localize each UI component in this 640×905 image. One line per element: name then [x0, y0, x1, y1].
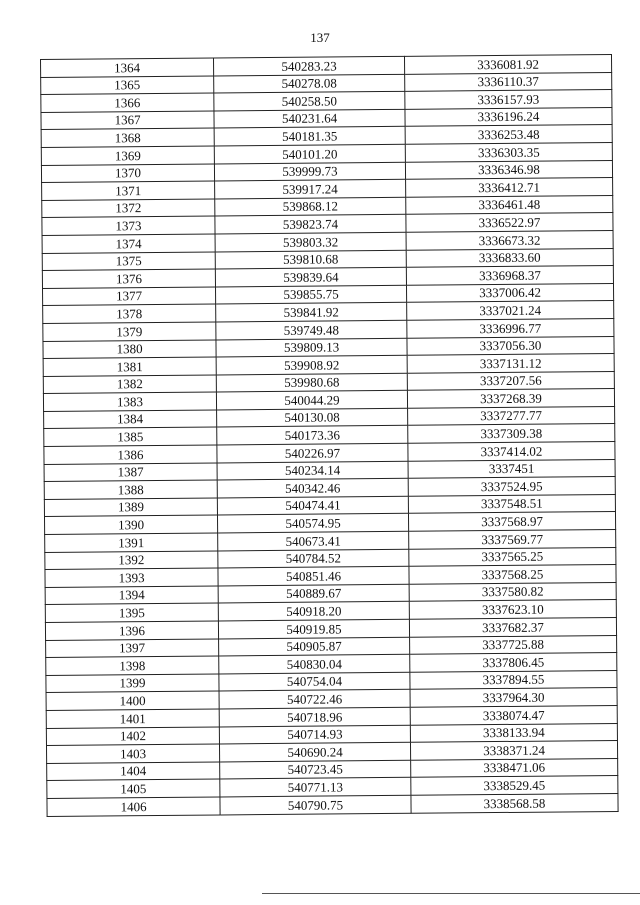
y-coordinate-cell: 3336157.93 [405, 90, 612, 109]
y-coordinate-cell: 3336996.77 [407, 318, 614, 337]
x-coordinate-cell: 539809.13 [216, 338, 407, 357]
point-number-cell: 1381 [43, 357, 216, 376]
y-coordinate-cell: 3337131.12 [407, 354, 614, 373]
y-coordinate-cell: 3337565.25 [409, 547, 616, 566]
y-coordinate-cell: 3338471.06 [411, 758, 618, 777]
point-number-cell: 1394 [45, 586, 218, 605]
x-coordinate-cell: 540283.23 [213, 56, 404, 75]
coordinates-table [40, 54, 619, 816]
x-coordinate-cell: 540790.75 [220, 795, 411, 814]
point-number-cell: 1393 [45, 568, 218, 587]
x-coordinate-cell: 540226.97 [217, 443, 408, 462]
point-number-cell: 1372 [42, 199, 215, 218]
point-number-cell: 1399 [46, 674, 219, 693]
y-coordinate-cell: 3336110.37 [405, 72, 612, 91]
x-coordinate-cell: 540101.20 [214, 144, 405, 163]
point-number-cell: 1388 [44, 480, 217, 499]
y-coordinate-cell: 3336968.37 [406, 266, 613, 285]
point-number-cell: 1405 [47, 779, 220, 798]
y-coordinate-cell: 3337806.45 [410, 653, 617, 672]
x-coordinate-cell: 539823.74 [215, 215, 406, 234]
point-number-cell: 1390 [44, 515, 217, 534]
y-coordinate-cell: 3336253.48 [405, 125, 612, 144]
point-number-cell: 1380 [43, 339, 216, 358]
x-coordinate-cell: 540905.87 [219, 637, 410, 656]
x-coordinate-cell: 540181.35 [214, 127, 405, 146]
point-number-cell: 1384 [44, 410, 217, 429]
point-number-cell: 1387 [44, 463, 217, 482]
y-coordinate-cell: 3336673.32 [406, 230, 613, 249]
point-number-cell: 1370 [41, 164, 214, 183]
y-coordinate-cell: 3336303.35 [405, 142, 612, 161]
x-coordinate-cell: 540723.45 [220, 760, 411, 779]
point-number-cell: 1364 [41, 58, 214, 77]
x-coordinate-cell: 540173.36 [217, 426, 408, 445]
point-number-cell: 1401 [46, 709, 219, 728]
x-coordinate-cell: 540690.24 [219, 742, 410, 761]
x-coordinate-cell: 540673.41 [218, 531, 409, 550]
x-coordinate-cell: 539980.68 [216, 373, 407, 392]
point-number-cell: 1365 [41, 76, 214, 95]
y-coordinate-cell: 3337451 [408, 459, 615, 478]
point-number-cell: 1367 [41, 111, 214, 130]
y-coordinate-cell: 3337568.25 [409, 565, 616, 584]
y-coordinate-cell: 3337569.77 [409, 530, 616, 549]
x-coordinate-cell: 540754.04 [219, 672, 410, 691]
point-number-cell: 1389 [44, 498, 217, 517]
x-coordinate-cell: 540258.50 [214, 92, 405, 111]
x-coordinate-cell: 540851.46 [218, 567, 409, 586]
point-number-cell: 1376 [42, 269, 215, 288]
point-number-cell: 1377 [43, 287, 216, 306]
point-number-cell: 1373 [42, 216, 215, 235]
x-coordinate-cell: 540474.41 [217, 496, 408, 515]
y-coordinate-cell: 3337568.97 [408, 512, 615, 531]
y-coordinate-cell: 3338529.45 [411, 776, 618, 795]
point-number-cell: 1406 [47, 797, 220, 816]
point-number-cell: 1385 [44, 427, 217, 446]
y-coordinate-cell: 3337580.82 [409, 582, 616, 601]
point-number-cell: 1368 [41, 128, 214, 147]
y-coordinate-cell: 3337725.88 [410, 635, 617, 654]
point-number-cell: 1369 [41, 146, 214, 165]
y-coordinate-cell: 3337623.10 [409, 600, 616, 619]
footer-rule [262, 893, 640, 894]
y-coordinate-cell: 3337414.02 [408, 442, 615, 461]
y-coordinate-cell: 3337021.24 [407, 301, 614, 320]
y-coordinate-cell: 3338371.24 [410, 741, 617, 760]
y-coordinate-cell: 3337277.77 [408, 406, 615, 425]
point-number-cell: 1396 [45, 621, 218, 640]
x-coordinate-cell: 539803.32 [215, 232, 406, 251]
page-number: 137 [310, 30, 330, 45]
y-coordinate-cell: 3336346.98 [405, 160, 612, 179]
x-coordinate-cell: 539917.24 [215, 179, 406, 198]
y-coordinate-cell: 3336833.60 [406, 248, 613, 267]
point-number-cell: 1403 [46, 744, 219, 763]
x-coordinate-cell: 540130.08 [217, 408, 408, 427]
y-coordinate-cell: 3337006.42 [406, 283, 613, 302]
x-coordinate-cell: 540919.85 [218, 619, 409, 638]
y-coordinate-cell: 3337268.39 [407, 389, 614, 408]
x-coordinate-cell: 540234.14 [217, 461, 408, 480]
x-coordinate-cell: 540574.95 [217, 514, 408, 533]
x-coordinate-cell: 540231.64 [214, 109, 405, 128]
point-number-cell: 1386 [44, 445, 217, 464]
x-coordinate-cell: 539908.92 [216, 355, 407, 374]
point-number-cell: 1404 [47, 762, 220, 781]
point-number-cell: 1379 [43, 322, 216, 341]
y-coordinate-cell: 3337524.95 [408, 477, 615, 496]
y-coordinate-cell: 3338074.47 [410, 705, 617, 724]
point-number-cell: 1375 [42, 252, 215, 271]
point-number-cell: 1391 [45, 533, 218, 552]
point-number-cell: 1402 [46, 727, 219, 746]
x-coordinate-cell: 540722.46 [219, 690, 410, 709]
y-coordinate-cell: 3338133.94 [410, 723, 617, 742]
point-number-cell: 1366 [41, 93, 214, 112]
y-coordinate-cell: 3336461.48 [406, 195, 613, 214]
y-coordinate-cell: 3336412.71 [406, 178, 613, 197]
point-number-cell: 1382 [43, 375, 216, 394]
point-number-cell: 1371 [42, 181, 215, 200]
coordinates-table-body [41, 55, 619, 816]
y-coordinate-cell: 3337207.56 [407, 371, 614, 390]
x-coordinate-cell: 540278.08 [214, 74, 405, 93]
y-coordinate-cell: 3336196.24 [405, 107, 612, 126]
y-coordinate-cell: 3337894.55 [410, 670, 617, 689]
point-number-cell: 1374 [42, 234, 215, 253]
point-number-cell: 1383 [43, 392, 216, 411]
x-coordinate-cell: 540718.96 [219, 707, 410, 726]
y-coordinate-cell: 3336522.97 [406, 213, 613, 232]
x-coordinate-cell: 539999.73 [214, 162, 405, 181]
x-coordinate-cell: 540918.20 [218, 602, 409, 621]
x-coordinate-cell: 539810.68 [215, 250, 406, 269]
x-coordinate-cell: 539839.64 [215, 267, 406, 286]
y-coordinate-cell: 3338568.58 [411, 793, 618, 812]
y-coordinate-cell: 3337056.30 [407, 336, 614, 355]
y-coordinate-cell: 3336081.92 [404, 55, 611, 74]
x-coordinate-cell: 540830.04 [219, 654, 410, 673]
point-number-cell: 1395 [45, 603, 218, 622]
x-coordinate-cell: 540342.46 [217, 479, 408, 498]
x-coordinate-cell: 540889.67 [218, 584, 409, 603]
y-coordinate-cell: 3337682.37 [409, 617, 616, 636]
point-number-cell: 1378 [43, 304, 216, 323]
x-coordinate-cell: 540771.13 [220, 778, 411, 797]
x-coordinate-cell: 540784.52 [218, 549, 409, 568]
point-number-cell: 1392 [45, 551, 218, 570]
x-coordinate-cell: 539855.75 [215, 285, 406, 304]
x-coordinate-cell: 540044.29 [216, 391, 407, 410]
point-number-cell: 1397 [46, 639, 219, 658]
x-coordinate-cell: 539841.92 [216, 303, 407, 322]
y-coordinate-cell: 3337548.51 [408, 494, 615, 513]
y-coordinate-cell: 3337309.38 [408, 424, 615, 443]
x-coordinate-cell: 539749.48 [216, 320, 407, 339]
point-number-cell: 1400 [46, 691, 219, 710]
x-coordinate-cell: 540714.93 [219, 725, 410, 744]
y-coordinate-cell: 3337964.30 [410, 688, 617, 707]
point-number-cell: 1398 [46, 656, 219, 675]
x-coordinate-cell: 539868.12 [215, 197, 406, 216]
